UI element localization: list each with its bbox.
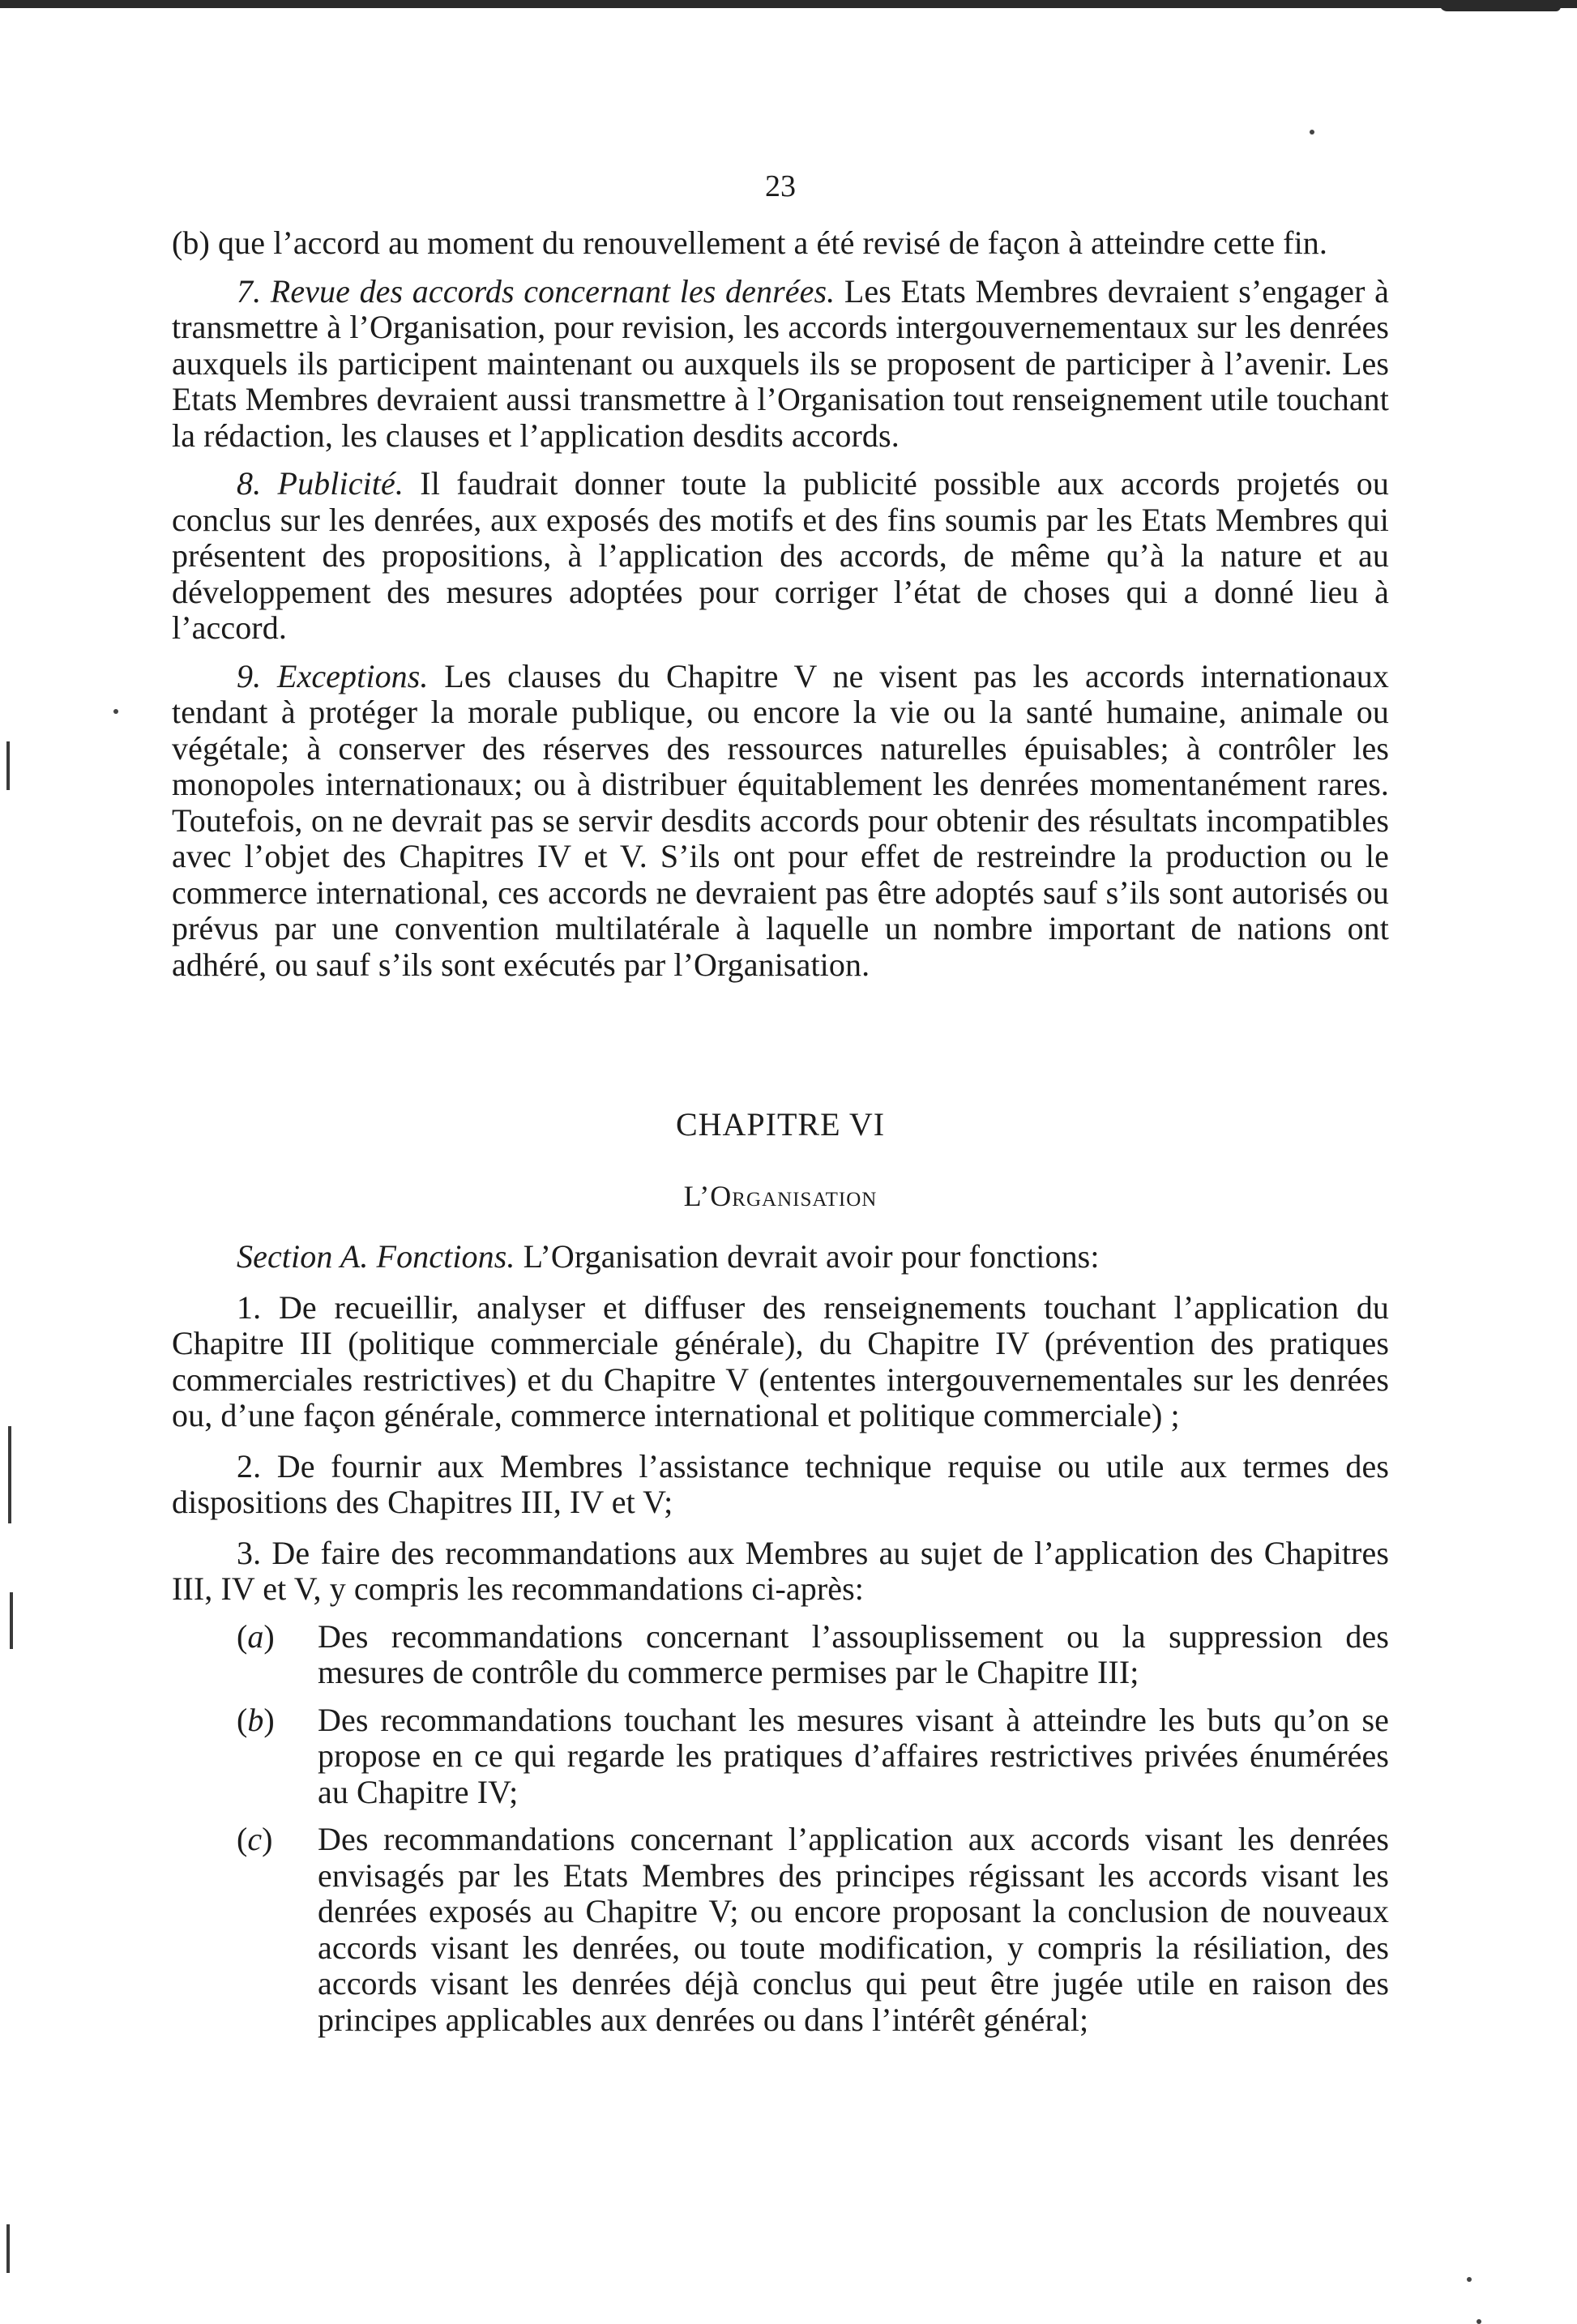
chapter-subtitle: L’Organisation	[683, 1180, 878, 1212]
scan-speck	[113, 709, 118, 714]
scan-speck	[1310, 130, 1314, 135]
sub-item-text: Des recommandations concernant l’assouplissement ou la suppression des mesures de contrôle du commerce permises par le Chapitre III;	[318, 1617, 1389, 1690]
paragraph-9-heading: 9. Exceptions.	[237, 657, 429, 694]
paragraph-7	[172, 274, 1389, 455]
paragraph-9-body: Les clauses du Chapitre V ne visent pas les accords internationaux tendant à protéger la morale publique, ou encore la vie ou la santé humaine, animale ou végétale; à conserver des réserves des ressources naturelles épuisables; à contrôler les monopoles internationaux; ou à distribuer équitablement les denrées momentanément rares. Toutefois, on ne devrait pas se servir desdits accords pour obtenir des résultats incompatibles avec l’objet des Chapitres IV et V. S’ils ont pour effet de restreindre la production ou le commerce international, ces accords ne devraient pas être adoptés sauf s’ils sont autorisés ou prévus par une convention multilatérale à laquelle un nombre important de nations ont adhéré, ou sauf s’ils sont exécutés par l’Organisation.	[172, 657, 1389, 983]
section-a-body: L’Organisation devrait avoir pour fonctions:	[515, 1238, 1100, 1275]
page-number: 23	[765, 169, 796, 203]
sub-item-letter: (b)	[237, 1701, 275, 1738]
section-a-heading: Section A. Fonctions.	[237, 1238, 515, 1275]
top-scan-border	[0, 0, 1577, 8]
left-scan-mark	[8, 1426, 11, 1523]
top-scan-smudge	[1439, 3, 1561, 11]
sub-item-b	[172, 1702, 1389, 1811]
scan-speck	[1467, 2277, 1472, 2282]
scan-speck	[1477, 2319, 1481, 2324]
function-item-1: 1. De recueillir, analyser et diffuser des renseignements touchant l’application du Chapitre III (politique commerciale générale), du Chapitre IV (prévention des pratiques commerciales restrictives) et du Chapitre V (ententes intergouvernementales sur les denrées ou, d’une façon générale, commerce international et politique commerciale) ;	[172, 1288, 1389, 1433]
paragraph-9	[172, 659, 1389, 984]
sub-item-text: Des recommandations touchant les mesures visant à atteindre les buts qu’on se propose en ce qui regarde les pratiques d’affaires restrictives privées énumérées au Chapitre IV;	[318, 1701, 1389, 1810]
left-scan-mark	[6, 2224, 10, 2273]
section-a-intro	[172, 1239, 1389, 1275]
chapter-title: CHAPITRE VI	[675, 1106, 886, 1143]
paragraph-8-heading: 8. Publicité.	[237, 465, 404, 502]
function-item-3: 3. De faire des recommandations aux Membres au sujet de l’application des Chapitres III, IV et V, y compris les recommandations ci-après:	[172, 1534, 1389, 1607]
function-item-2: 2. De fournir aux Membres l’assistance technique requise ou utile aux termes des dispositions des Chapitres III, IV et V;	[172, 1447, 1389, 1520]
paragraph-7-heading: 7. Revue des accords concernant les denrées.	[237, 272, 836, 310]
sub-item-c	[172, 1822, 1389, 2038]
document-page	[172, 162, 1389, 2038]
sub-item-text: Des recommandations concernant l’application aux accords visant les denrées envisagés par les Etats Membres des principes régissant les accords visant les denrées exposés au Chapitre V; ou encore proposant la conclusion de nouveaux accords visant les denrées, ou toute modification, y compris la résiliation, des accords visant les denrées déjà conclus qui peut être jugée utile en raison des principes applicables aux denrées ou dans l’intérêt général;	[318, 1821, 1389, 2038]
clause-b-continuation: (b) que l’accord au moment du renouvellement a été revisé de façon à atteindre cette fin.	[172, 224, 1328, 261]
paragraph-8-body: Il faudrait donner toute la publicité possible aux accords projetés ou conclus sur les denrées, aux exposés des motifs et des fins soumis par les Etats Membres qui présentent des propositions, à l’application des accords, de même qu’à la nature et au développement des mesures adoptées pour corriger l’état de choses qui a donné lieu à l’accord.	[172, 465, 1389, 646]
paragraph-8	[172, 466, 1389, 647]
paragraph-7-body: Les Etats Membres devraient s’engager à transmettre à l’Organisation, pour revision, les accords intergouvernementaux sur les denrées auxquels ils participent maintenant ou auxquels ils se proposent de participer à l’avenir. Les Etats Membres devraient aussi transmettre à l’Organisation tout renseignement utile touchant la rédaction, les clauses et l’application desdits accords.	[172, 272, 1389, 454]
sub-item-a	[172, 1619, 1389, 1691]
left-scan-mark	[6, 741, 10, 790]
sub-item-letter: (c)	[237, 1821, 273, 1857]
sub-item-letter: (a)	[237, 1617, 275, 1655]
left-scan-mark	[10, 1592, 13, 1649]
